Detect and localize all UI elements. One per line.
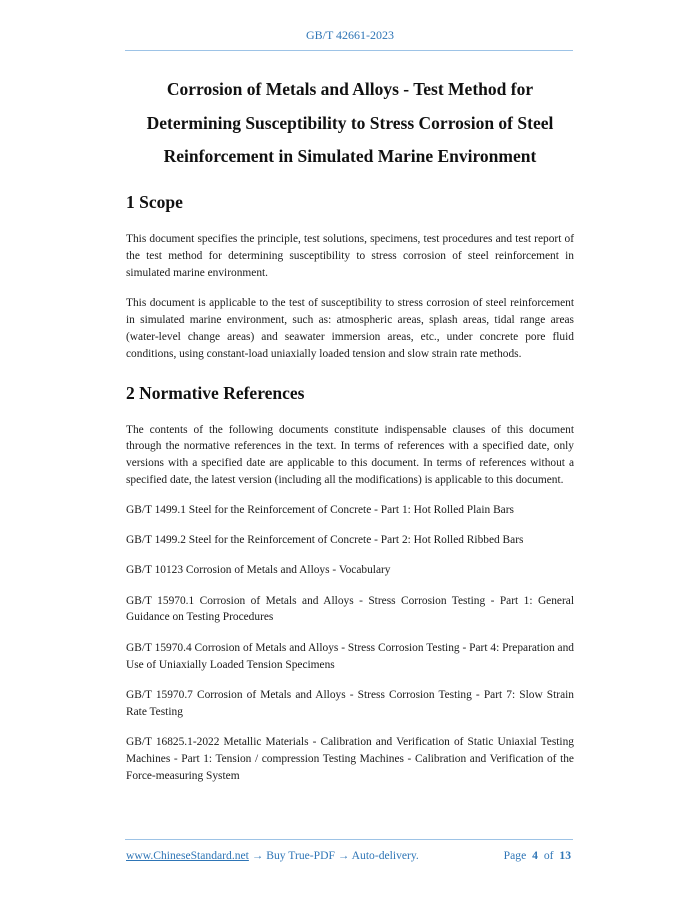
document-title <box>100 73 600 174</box>
reference-item: GB/T 16825.1-2022 Metallic Materials - Calibration and Verification of Static Uniaxial Testing Machines - Part 1: Tension / compression Testing Machines - Calibration and Verification of the Force-measuring System <box>126 735 574 782</box>
document-body <box>126 190 574 784</box>
footer-promo <box>126 849 419 862</box>
footer-divider <box>125 839 573 840</box>
page-total: 13 <box>559 849 571 862</box>
title-line-2: Determining Susceptibility to Stress Corrosion of Steel <box>146 112 554 133</box>
title-line-3: Reinforcement in Simulated Marine Environment <box>163 146 537 166</box>
header-divider <box>125 50 573 51</box>
footer-promo-text: → Buy True-PDF → Auto-delivery. <box>248 849 419 862</box>
section-heading-scope: 1 Scope <box>126 192 183 212</box>
page-current: 4 <box>532 849 538 862</box>
reference-item: GB/T 1499.1 Steel for the Reinforcement of Concrete - Part 1: Hot Rolled Plain Bars <box>126 503 514 516</box>
title-line-1: Corrosion of Metals and Alloys - Test Method for <box>166 79 534 99</box>
references-intro-paragraph: The contents of the following documents constitute indispensable clauses of this document through the normative references in the text. In terms of references with a specified date, only versions with a specified date are applicable to this document. In terms of references without a specified date, the latest version (including all the modifications) is applicable to this document. <box>126 423 574 486</box>
section-normative-references <box>126 381 574 785</box>
section-scope <box>126 190 574 363</box>
page-of-label: of <box>543 849 554 862</box>
reference-item: GB/T 15970.1 Corrosion of Metals and Alloys - Stress Corrosion Testing - Part 1: General Guidance on Testing Procedures <box>126 594 574 624</box>
page-number <box>504 849 574 862</box>
reference-item: GB/T 15970.7 Corrosion of Metals and Alloys - Stress Corrosion Testing - Part 7: Slow Strain Rate Testing <box>126 688 574 718</box>
section-heading-normative-references: 2 Normative References <box>126 382 305 403</box>
page-label: Page <box>503 849 527 862</box>
page-header-standard-code: GB/T 42661-2023 <box>305 28 395 42</box>
scope-paragraph-2: This document is applicable to the test of susceptibility to stress corrosion of steel reinforcement in simulated marine environment, such as: atmospheric areas, splash areas, tidal range areas (water-level change areas) and seawater immersion areas, etc., under concrete pore fluid conditions, using constant-load uniaxially loaded tension and slow strain rate methods. <box>126 297 574 360</box>
page-footer <box>126 849 574 862</box>
scope-paragraph-1: This document specifies the principle, test solutions, specimens, test procedures and test report of the test method for determining susceptibility to stress corrosion of steel reinforcement in simulated marine environment. <box>126 233 574 279</box>
reference-item: GB/T 1499.2 Steel for the Reinforcement of Concrete - Part 2: Hot Rolled Ribbed Bars <box>126 534 524 547</box>
chinese-standard-link[interactable]: www.ChineseStandard.net <box>126 849 249 862</box>
reference-item: GB/T 15970.4 Corrosion of Metals and Alloys - Stress Corrosion Testing - Part 4: Preparation and Use of Uniaxially Loaded Tension Specimens <box>126 641 574 671</box>
reference-item: GB/T 10123 Corrosion of Metals and Alloys - Vocabulary <box>126 564 391 577</box>
